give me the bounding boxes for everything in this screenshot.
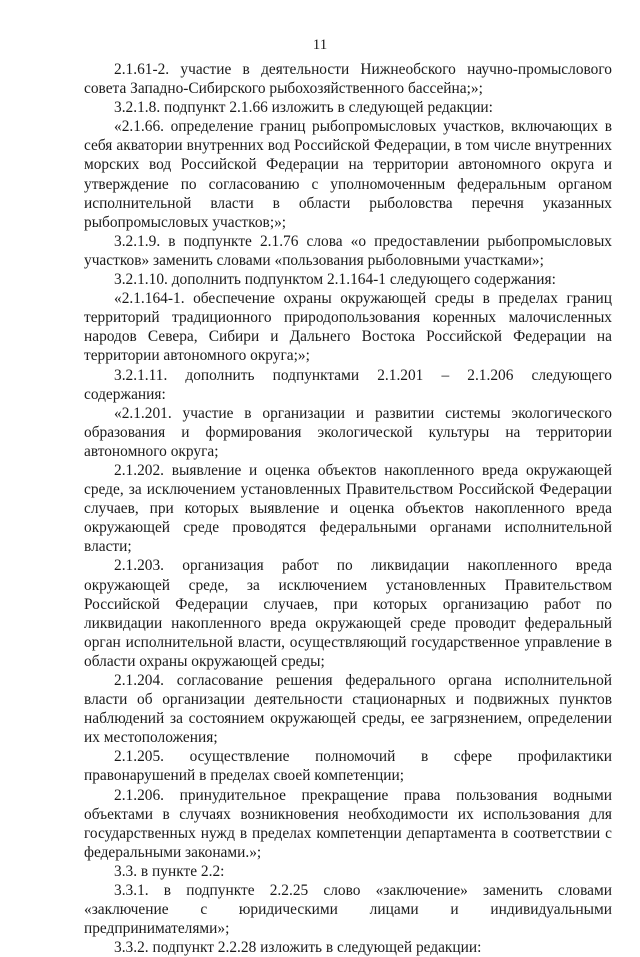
paragraph-3-3-1: 3.3.1. в подпункте 2.2.25 слово «заключение» заменить словами «заключение с юридическими лицами и индивидуальными предпринимателями»; (84, 882, 612, 938)
paragraph-2-1-201: «2.1.201. участие в организации и развитии системы экологического образования и формирования экологической культуры на территории автономного округа; (84, 404, 612, 460)
paragraph-2-1-202: 2.1.202. выявление и оценка объектов накопленного вреда окружающей среде, за исключением установленных Правительством Российской Федерации случаев, при которых выявление и оценка объектов накопленного вреда окружающей среде проводятся федеральными органами исполнительной власти; (84, 461, 612, 556)
paragraph-2-1-203: 2.1.203. организация работ по ликвидации накопленного вреда окружающей среде, за исключением установленных Правительством Российской Федерации случаев, при которых организацию работ по ликвидации накопленного вреда окружающей среде проводит федеральный орган исполнительной власти, осуществляющий государственное управление в области охраны окружающей среды; (84, 557, 612, 670)
paragraph-3-3-2: 3.3.2. подпункт 2.2.28 изложить в следующей редакции: (114, 939, 482, 957)
paragraph-2-1-204: 2.1.204. согласование решения федерального органа исполнительной власти об организации деятельности стационарных и подвижных пунктов наблюдений за состоянием окружающей среды, ее загрязнением, определении их местоположения; (84, 672, 612, 747)
paragraph-3-2-1-8: 3.2.1.8. подпункт 2.1.66 изложить в следующей редакции: (114, 99, 493, 117)
paragraph-2-1-66: «2.1.66. определение границ рыбопромысловых участков, включающих в себя акватории внутренних вод Российской Федерации, в том числе внутренних морских вод Российской Федерации на территории автономного округа и утверждение по согласованию с уполномоченным федеральным органом исполнительной власти в области рыболовства перечня указанных рыбопромысловых участков;»; (84, 118, 612, 231)
paragraph-3-2-1-9: 3.2.1.9. в подпункте 2.1.76 слова «о предоставлении рыбопромысловых участков» заменить словами «пользования рыболовными участками»; (84, 232, 612, 269)
paragraph-3-2-1-10: 3.2.1.10. дополнить подпунктом 2.1.164-1 следующего содержания: (114, 271, 556, 289)
paragraph-2-1-164-1: «2.1.164-1. обеспечение охраны окружающей среды в пределах границ территорий традиционного природопользования коренных малочисленных народов Севера, Сибири и Дальнего Востока Российской Федерации на территории автономного округа;»; (84, 290, 612, 365)
document-body (84, 60, 612, 957)
paragraph-3-2-1-11: 3.2.1.11. дополнить подпунктами 2.1.201 – 2.1.206 следующего содержания: (84, 366, 612, 403)
paragraph-2-1-206: 2.1.206. принудительное прекращение права пользования водными объектами в случаях возникновения необходимости их использования для государственных нужд в пределах компетенции департамента в соответствии с федеральными законами.»; (84, 786, 612, 861)
paragraph-2-1-205: 2.1.205. осуществление полномочий в сфере профилактики правонарушений в пределах своей компетенции; (84, 748, 612, 785)
paragraph-2-1-61-2: 2.1.61-2. участие в деятельности Нижнеобского научно-промыслового совета Западно-Сибирского рыбохозяйственного бассейна;»; (84, 61, 612, 98)
page-number: 11 (312, 37, 328, 53)
paragraph-3-3: 3.3. в пункте 2.2: (114, 862, 225, 880)
